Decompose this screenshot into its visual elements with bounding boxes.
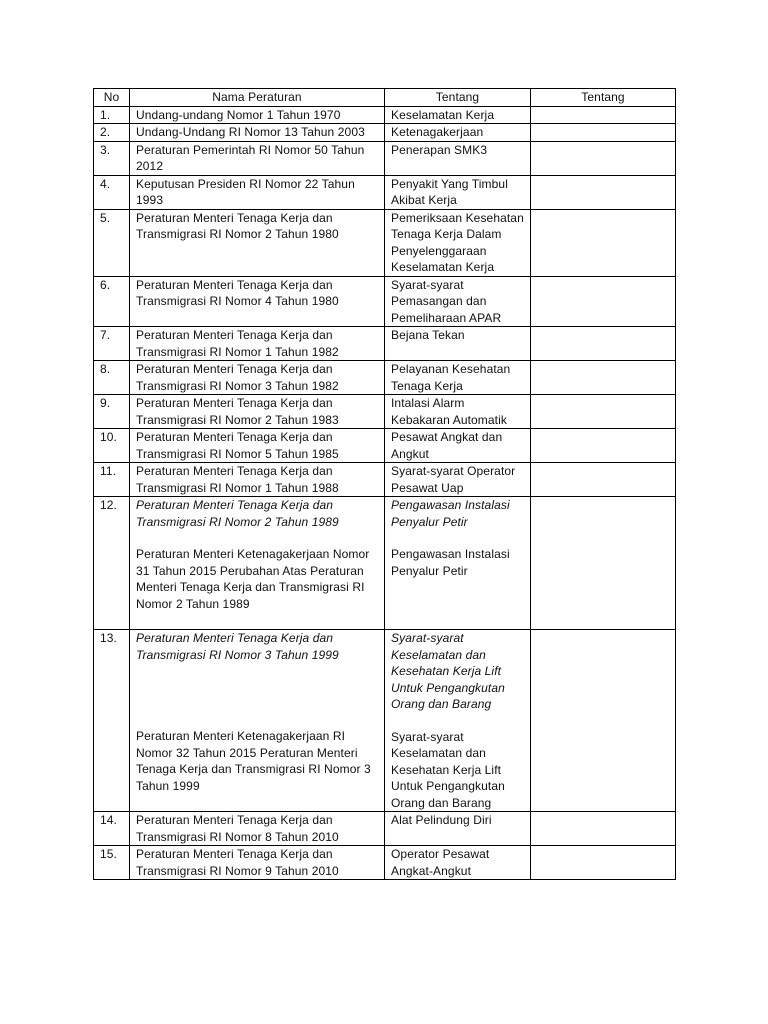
table-row <box>94 361 676 395</box>
regulation-name: Peraturan Menteri Tenaga Kerja dan Transmigrasi RI Nomor 1 Tahun 1988 <box>130 463 385 497</box>
row-number: 15. <box>94 846 130 880</box>
row-number: 13. <box>94 630 130 812</box>
table-row <box>94 141 676 175</box>
table-row <box>94 846 676 880</box>
row-number: 6. <box>94 276 130 327</box>
regulation-name-cell <box>130 630 385 812</box>
table-row <box>94 812 676 846</box>
row-number: 8. <box>94 361 130 395</box>
empty-cell <box>531 327 676 361</box>
regulation-name: Keputusan Presiden RI Nomor 22 Tahun 1993 <box>130 175 385 209</box>
regulation-about: Syarat-syarat Pemasangan dan Pemeliharaan APAR <box>385 276 531 327</box>
regulation-name: Undang-undang Nomor 1 Tahun 1970 <box>130 106 385 124</box>
empty-cell <box>531 395 676 429</box>
table-row <box>94 175 676 209</box>
empty-cell <box>531 141 676 175</box>
empty-cell <box>531 497 676 630</box>
regulation-about: Alat Pelindung Diri <box>385 812 531 846</box>
row-number: 10. <box>94 429 130 463</box>
row-number: 5. <box>94 209 130 276</box>
row-number: 2. <box>94 124 130 142</box>
row-number: 3. <box>94 141 130 175</box>
regulation-name: Peraturan Menteri Tenaga Kerja dan Transmigrasi RI Nomor 8 Tahun 2010 <box>130 812 385 846</box>
empty-cell <box>531 361 676 395</box>
table-header-row <box>94 89 676 107</box>
regulation-about: Intalasi Alarm Kebakaran Automatik <box>385 395 531 429</box>
regulation-name-amendment: Peraturan Menteri Ketenagakerjaan RI Nomor 32 Tahun 2015 Peraturan Menteri Tenaga Kerja dan Transmigrasi RI Nomor 3 Tahun 1999 <box>136 729 371 793</box>
regulation-about: Keselamatan Kerja <box>385 106 531 124</box>
table-row <box>94 395 676 429</box>
table-row <box>94 497 676 630</box>
regulation-about-original: Syarat-syarat Keselamatan dan Kesehatan Kerja Lift Untuk Pengangkutan Orang dan Barang <box>391 631 505 711</box>
regulation-name: Peraturan Menteri Tenaga Kerja dan Transmigrasi RI Nomor 4 Tahun 1980 <box>130 276 385 327</box>
regulation-name: Peraturan Menteri Tenaga Kerja dan Transmigrasi RI Nomor 1 Tahun 1982 <box>130 327 385 361</box>
regulation-about: Penerapan SMK3 <box>385 141 531 175</box>
regulation-name: Peraturan Menteri Tenaga Kerja dan Transmigrasi RI Nomor 3 Tahun 1982 <box>130 361 385 395</box>
table-row <box>94 124 676 142</box>
regulation-name-original: Peraturan Menteri Tenaga Kerja dan Transmigrasi RI Nomor 3 Tahun 1999 <box>136 631 339 662</box>
row-number: 7. <box>94 327 130 361</box>
regulation-about: Pelayanan Kesehatan Tenaga Kerja <box>385 361 531 395</box>
empty-cell <box>531 463 676 497</box>
header-tentang: Tentang <box>385 89 531 107</box>
table-row <box>94 276 676 327</box>
regulation-about: Pemeriksaan Kesehatan Tenaga Kerja Dalam Penyelenggaraan Keselamatan Kerja <box>385 209 531 276</box>
header-no: No <box>94 89 130 107</box>
table-row <box>94 463 676 497</box>
regulation-about: Bejana Tekan <box>385 327 531 361</box>
row-number: 14. <box>94 812 130 846</box>
regulation-about: Ketenagakerjaan <box>385 124 531 142</box>
regulation-about-amendment: Syarat-syarat Keselamatan dan Kesehatan Kerja Lift Untuk Pengangkutan Orang dan Barang <box>391 729 505 810</box>
row-number: 4. <box>94 175 130 209</box>
regulation-name: Peraturan Pemerintah RI Nomor 50 Tahun 2012 <box>130 141 385 175</box>
table-row <box>94 429 676 463</box>
row-number: 12. <box>94 497 130 630</box>
header-nama-peraturan: Nama Peraturan <box>130 89 385 107</box>
row-number: 1. <box>94 106 130 124</box>
regulation-about: Pesawat Angkat dan Angkut <box>385 429 531 463</box>
regulation-about-cell <box>385 497 531 630</box>
regulation-about-amendment: Pengawasan Instalasi Penyalur Petir <box>391 547 510 578</box>
regulation-name-cell <box>130 497 385 630</box>
regulation-name: Peraturan Menteri Tenaga Kerja dan Transmigrasi RI Nomor 2 Tahun 1983 <box>130 395 385 429</box>
empty-cell <box>531 124 676 142</box>
regulation-about-cell <box>385 630 531 812</box>
empty-cell <box>531 846 676 880</box>
empty-cell <box>531 630 676 812</box>
regulations-table <box>93 88 676 880</box>
regulation-about: Syarat-syarat Operator Pesawat Uap <box>385 463 531 497</box>
header-tentang-2: Tentang <box>531 89 676 107</box>
empty-cell <box>531 175 676 209</box>
regulation-name: Peraturan Menteri Tenaga Kerja dan Transmigrasi RI Nomor 9 Tahun 2010 <box>130 846 385 880</box>
regulation-name-amendment: Peraturan Menteri Ketenagakerjaan Nomor 31 Tahun 2015 Perubahan Atas Peraturan Menteri Tenaga Kerja dan Transmigrasi RI Nomor 2 Tahun 1989 <box>136 547 370 611</box>
regulation-name: Undang-Undang RI Nomor 13 Tahun 2003 <box>130 124 385 142</box>
empty-cell <box>531 276 676 327</box>
regulation-about: Penyakit Yang Timbul Akibat Kerja <box>385 175 531 209</box>
regulation-about-original: Pengawasan Instalasi Penyalur Petir <box>391 498 510 529</box>
table-row <box>94 327 676 361</box>
table-row <box>94 209 676 276</box>
empty-cell <box>531 429 676 463</box>
empty-cell <box>531 209 676 276</box>
empty-cell <box>531 106 676 124</box>
table-row <box>94 106 676 124</box>
table-row <box>94 630 676 812</box>
empty-cell <box>531 812 676 846</box>
regulation-name-original: Peraturan Menteri Tenaga Kerja dan Transmigrasi RI Nomor 2 Tahun 1989 <box>136 498 339 529</box>
regulation-about: Operator Pesawat Angkat-Angkut <box>385 846 531 880</box>
regulation-name: Peraturan Menteri Tenaga Kerja dan Transmigrasi RI Nomor 2 Tahun 1980 <box>130 209 385 276</box>
row-number: 9. <box>94 395 130 429</box>
regulation-name: Peraturan Menteri Tenaga Kerja dan Transmigrasi RI Nomor 5 Tahun 1985 <box>130 429 385 463</box>
row-number: 11. <box>94 463 130 497</box>
